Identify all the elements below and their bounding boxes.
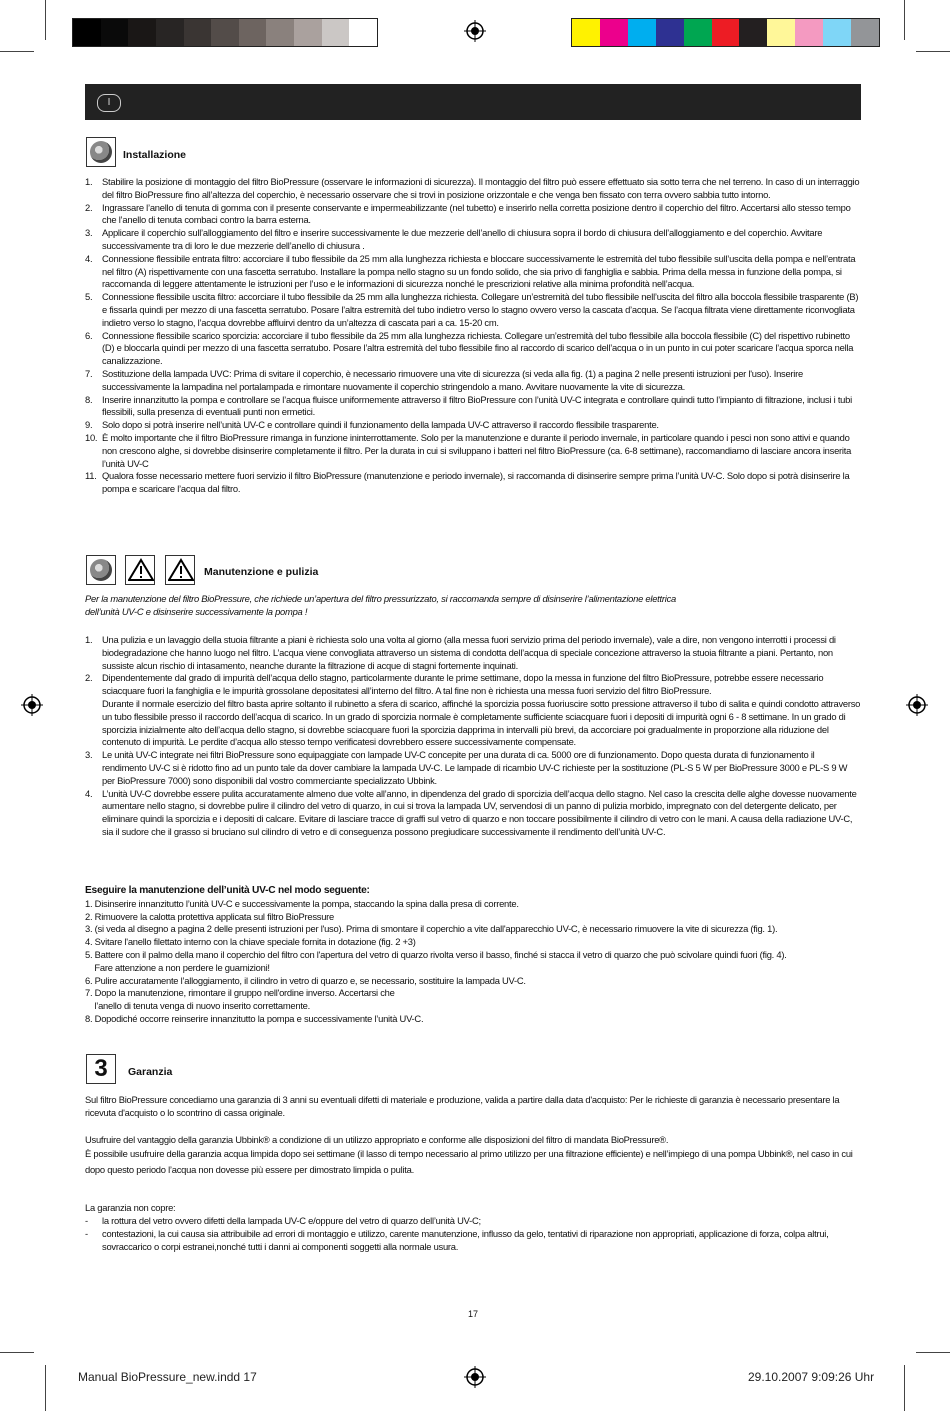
- language-badge: I: [97, 94, 121, 112]
- list-item-text: Connessione flessibile entrata filtro: accorciare il tubo flessibile da 25 mm alla lunghezza richiesta e bloccare successivamente le estremità del tubo flessibile sull’uscita della pompa e nell’entrata nel filtro (A) rispettivamente con una fascetta serratubo. Installare la pompa nello stagno su un fondo solido, che sia privo di fanghiglia e sabbia. Prima della messa in funzione della pompa, si raccomanda di leggere attentamente le istruzioni per l’uso e le informazioni di sicurezza nonché le prescrizioni relative alla minima profondità nell’acqua.: [102, 252, 856, 290]
- list-item-text: L’unità UV-C dovrebbe essere pulita accuratamente almeno due volte all’anno, in dipendenza del grado di sporcizia dell’acqua dello stagno. Nel caso la crescita delle alghe dovesse nuovamente aumentare nello stagno, si dovrebbe pulire il cilindro del vetro di quarzo, in cui si trova la lampada UV, servendosi di un panno di pulizia morbido, impregnato con del detergente delicato, per eliminare quindi la sporcizia e i depositi di calcare. Evitare di lasciare tracce di graffi sul vetro di quarzo e non toccare possibilmente il cilindro di vetro con le mani. A causa della radiazione UV-C, sia il sudore che il grasso si bruciano sul cilindro di vetro e di conseguenza possono pregiudicare successivamente il rendimento dell’unità UV-C.: [102, 787, 857, 837]
- color-swatch: [294, 19, 322, 46]
- list-item-text: Le unità UV-C integrate nei filtri BioPressure sono equipaggiate con lampade UV-C concepite per una durata di ca. 5000 ore di funzionamento. Dopo questa durata di funzionamento il rendimento UV-C si è ridotto fino ad un punto tale da dover cambiare la lampada UV-C. Le lampade di ricambio UV-C richieste per la sostituzione (PL-S 5 W per BioPressure 3000 e PL-S 9 W per BioPressure 7000) sono disponibili dal vostro commerciante specializzato Ubbink.: [102, 749, 848, 786]
- color-swatch: [128, 19, 156, 46]
- trim-mark: [904, 0, 905, 40]
- list-item-number: 8.: [85, 393, 93, 405]
- section-title-installazione: Installazione: [123, 149, 187, 161]
- trim-mark: [904, 1365, 905, 1411]
- trim-mark: [45, 0, 46, 40]
- list-item: [85, 788, 861, 839]
- page-number: 17: [468, 1309, 479, 1319]
- list-item-number: 4.: [85, 252, 93, 264]
- registration-mark-icon: [464, 20, 486, 42]
- color-swatch: [767, 19, 795, 46]
- list-item-number: 3.: [85, 749, 93, 761]
- list-item-text: Applicare il coperchio sull’alloggiamento del filtro e inserire successivamente le due mezzerie dell’anello di chiusura sopra il bordo di chiusura dell’alloggiamento e del coperchio. Avvitare successivamente tra di loro le due mezzerie dell’anello di chiusura .: [102, 227, 823, 251]
- maintenance-list: [85, 634, 861, 839]
- list-item-number: 4.: [85, 787, 93, 799]
- warning-icon: [165, 555, 195, 585]
- color-swatch: [684, 19, 712, 46]
- color-swatch: [349, 19, 377, 46]
- color-swatch: [795, 19, 823, 46]
- color-swatch: [239, 19, 267, 46]
- list-item-text: Durante il normale esercizio del filtro basta aprire soltanto il rubinetto a sfera di scarico, affinché la sporcizia possa fuoriuscire sotto pressione attraverso il tubo di salita e quindi condotto attraverso un tubo flessibile presso il raccordo dell’acqua di scarico. In un grado di sporcizia normale è completamente sufficiente sciacquare fuori i depositi di impurità ogni 6 - 8 settimane. In un grado di sporcizia inizialmente alto dell’acqua dello stagno, si dovrebbe sciacquare fuori la sporcizia dapprima in intervalli più brevi, da accorciare poi gradualmente in proporzione alla riduzione del contenuto di impurità. Le perdite d’acqua allo stesso tempo verificatesi dovrebbero essere successivamente compensate.: [102, 697, 861, 748]
- list-item-number: 3.: [85, 227, 93, 239]
- color-swatch: [712, 19, 740, 46]
- section-number-badge: 3: [86, 1054, 116, 1084]
- list-item: [85, 634, 861, 672]
- list-item: [85, 749, 861, 787]
- maintenance-intro: [85, 593, 861, 619]
- warranty-text: [85, 1094, 861, 1254]
- uvc-maintenance-steps: [85, 885, 861, 1026]
- list-item: [85, 672, 861, 749]
- warranty-paragraph: Usufruire del vantaggio della garanzia Ubbink® a condizione di un utilizzo appropriato e conforme alle disposizioni del filtro di mandata BioPressure®.: [85, 1133, 669, 1145]
- grayscale-calibration-bar: [72, 18, 378, 47]
- list-item-number: -: [85, 1215, 88, 1227]
- list-item: [85, 419, 861, 432]
- list-item: [85, 470, 861, 496]
- list-item-number: 2.: [85, 672, 93, 684]
- uvc-steps-title: Eseguire la manutenzione dell’unità UV-C nel modo seguente:: [85, 885, 370, 896]
- list-item-number: 10.: [85, 431, 98, 443]
- list-item: [85, 202, 861, 228]
- list-item-number: 1.: [85, 176, 93, 187]
- list-item-text: Stabilire la posizione di montaggio del filtro BioPressure (osservare le informazioni di sicurezza). Il montaggio del filtro può essere effettuato sia sotto terra che nel terreno. In caso di un interraggio del filtro BioPressure fino all’altezza del coperchio, è necessario osservare che si trovi in posizione orizzontale e che venga ben fissato con terra ovvero sabbia tutto intorno.: [102, 176, 860, 200]
- installation-list: [85, 176, 861, 496]
- color-swatch: [211, 19, 239, 46]
- trim-mark: [916, 1352, 950, 1353]
- registration-mark-icon: [464, 1366, 486, 1388]
- footer-filename: Manual BioPressure_new.indd 17: [78, 1370, 257, 1384]
- list-item: [85, 291, 861, 329]
- color-swatch: [266, 19, 294, 46]
- uvc-step: 8. Dopodiché occorre reinserire innanzitutto la pompa e successivamente l’unità UV-C.: [85, 1012, 424, 1024]
- warranty-paragraph: Sul filtro BioPressure concediamo una garanzia di 3 anni su eventuali difetti di materiale e produzione, valida a partire dalla data d'acquisto: Per le richieste di garanzia è necessario presentare la ricevuta d'acquisto o lo scontrino di cassa originale.: [85, 1094, 840, 1118]
- list-item-text: Ingrassare l’anello di tenuta di gomma con il presente conservante e impermeabilizzante (nel tubetto) e inserirlo nella corretta posizione dentro il coperchio del filtro. Accertarsi allo stesso tempo che l’anello di tenuta combaci contro la barra esterna.: [102, 201, 851, 226]
- list-item-number: 6.: [85, 329, 93, 341]
- color-swatch: [628, 19, 656, 46]
- list-item-text: Solo dopo si potrà inserire nell’unità UV-C e controllare quindi il funzionamento della lampada UV-C attraverso il raccordo flessibile trasparente.: [102, 419, 659, 431]
- list-item-number: 7.: [85, 367, 93, 379]
- list-item: [85, 330, 861, 368]
- color-swatch: [656, 19, 684, 46]
- list-item: [85, 368, 861, 394]
- color-calibration-bar: [571, 18, 880, 47]
- warranty-exclusions-title: La garanzia non copre:: [85, 1202, 176, 1214]
- warranty-paragraph: È possibile usufruire della garanzia acqua limpida dopo sei settimane (il lasso di tempo necessario al primo utilizzo per una filtrazione efficiente) e nell’impiego di una pompa Ubbink®, nel caso in cui dopo questo periodo l’acqua non dovesse più essere per dimostrato limpida o pulita.: [85, 1148, 853, 1176]
- color-swatch: [739, 19, 767, 46]
- list-item-number: 9.: [85, 419, 93, 431]
- color-swatch: [101, 19, 129, 46]
- trim-mark: [0, 51, 34, 52]
- list-item: [85, 394, 861, 420]
- list-item-text: Qualora fosse necessario mettere fuori servizio il filtro BioPressure (manutenzione e periodo invernale), si raccomanda di disinserire sempre prima l’unità UV-C. Solo dopo si potrà disinserire la pompa e scaricare l’acqua dal filtro.: [102, 470, 850, 495]
- trim-mark: [0, 1352, 34, 1353]
- language-header-bar: [85, 84, 861, 120]
- section-title-manutenzione: Manutenzione e pulizia: [204, 566, 319, 578]
- registration-mark-icon: [906, 694, 928, 716]
- uvc-step: Fare attenzione a non perdere le guarnizioni!: [85, 961, 270, 973]
- list-item: [85, 1228, 861, 1254]
- uvc-step: 7. Dopo la manutenzione, rimontare il gruppo nell'ordine inverso. Accertarsi che: [85, 987, 395, 999]
- color-swatch: [851, 19, 879, 46]
- uvc-step: 5. Battere con il palmo della mano il coperchio del filtro con l'apertura del vetro di quarzo rivolta verso il basso, finché si stacca il vetro di quarzo che può scivolare quindi fuori (fig. 4).: [85, 948, 787, 960]
- trim-mark: [916, 51, 950, 52]
- list-item-text: È molto importante che il filtro BioPressure rimanga in funzione ininterrottamente. Solo per la manutenzione e durante il periodo invernale, in particolare quando i pesci non sono attivi e quando non crescono alghe, si dovrebbe disinserire completamente il filtro. Per la durata in cui si sviluppano i batteri nel filtro BioPressure (ca. 6-8 settimane), raccomandiamo di lasciare ancora inserita l’unità UV-C: [102, 431, 852, 469]
- list-item-number: 2.: [85, 201, 93, 213]
- list-item: [85, 1215, 861, 1228]
- warning-icon: [125, 555, 155, 585]
- list-item: [85, 176, 861, 202]
- section-title-garanzia: Garanzia: [128, 1066, 173, 1078]
- list-item-text: Sostituzione della lampada UVC: Prima di svitare il coperchio, è necessario rimuovere una vite di sicurezza (si veda alla fig. (1) a pagina 2 nelle presenti istruzioni per l'uso). Inserire successivamente la lampadina nel portalampada e rimontare nuovamente il coperchio stringendolo a mano. Avvitare nuovamente la vite di sicurezza.: [102, 367, 803, 392]
- list-item-number: 11.: [85, 470, 97, 482]
- registration-mark-icon: [21, 694, 43, 716]
- uvc-step: 4. Svitare l'anello filettato interno con la chiave speciale fornita in dotazione (fig. 2 +3): [85, 936, 416, 948]
- installation-icon: [86, 137, 116, 167]
- color-swatch: [73, 19, 101, 46]
- list-item: [85, 432, 861, 470]
- uvc-step: l’anello di tenuta venga di nuovo inserito correttamente.: [85, 1000, 311, 1012]
- list-item-text: la rottura del vetro ovvero difetti della lampada UV-C e/oppure del vetro di quarzo dell’unità UV-C;: [102, 1215, 481, 1227]
- color-swatch: [823, 19, 851, 46]
- uvc-step: 3. (si veda al disegno a pagina 2 delle presenti istruzioni per l'uso). Prima di smontare il coperchio a vite dall'apparecchio UV-C, è necessario rimuovere la vite di sicurezza (fig. 1).: [85, 923, 778, 935]
- color-swatch: [184, 19, 212, 46]
- list-item-text: contestazioni, la cui causa sia attribuibile ad errori di montaggio e utilizzo, carente manutenzione, influsso da gelo, tentativi di riparazione non appropriati, applicazione di forza, colpa altrui, sovraccarico o corpi estranei,nonché tutti i danni ai componenti soggetti alla normale usura.: [102, 1227, 829, 1252]
- list-item-text: Inserire innanzitutto la pompa e controllare se l’acqua fluisce uniformemente attraverso il filtro BioPressure con l’unità UV-C integrata e controllare quindi tutto l’impianto di filtrazione, inclusi i tubi flessibili, sulla presenza di eventuali punti non ermetici.: [102, 393, 852, 418]
- list-item-number: 5.: [85, 291, 93, 303]
- list-item: [85, 253, 861, 291]
- intro-line: Per la manutenzione del filtro BioPressure, che richiede un’apertura del filtro pressurizzato, si raccomanda sempre di disinserire l’alimentazione elettrica: [85, 593, 676, 604]
- footer-timestamp: 29.10.2007 9:09:26 Uhr: [748, 1370, 875, 1384]
- uvc-step: 1. Disinserire innanzitutto l’unità UV-C e successivamente la pompa, staccando la spina dalla presa di corrente.: [85, 897, 519, 909]
- uvc-step: 2. Rimuovere la calotta protettiva applicata sul filtro BioPressure: [85, 910, 335, 922]
- list-item-number: -: [85, 1227, 88, 1239]
- list-item-text: Connessione flessibile uscita filtro: accorciare il tubo flessibile da 25 mm alla lunghezza richiesta. Collegare un’estremità del tubo flessibile nell’uscita del filtro alla boccola flessibile trasparente (B) e fissarla quindi per mezzo di una fascetta serratubo. Posare l’altra estremità del tubo indietro verso lo stagno ovvero verso la cascata d’acqua. Se l’acqua filtrata viene direttamente riconvogliata indietro verso lo stagno, l’acqua dovrebbe affluirvi dentro da un’altezza di cascata pari a ca. 15-20 cm.: [102, 291, 859, 328]
- color-swatch: [322, 19, 350, 46]
- color-swatch: [156, 19, 184, 46]
- list-item: [85, 227, 861, 253]
- uvc-step: 6. Pulire accuratamente l’alloggiamento, il cilindro in vetro di quarzo e, se necessario, sostituire la lampada UV-C.: [85, 974, 526, 986]
- list-item-number: 1.: [85, 634, 93, 645]
- list-item-text: Connessione flessibile scarico sporcizia: accorciare il tubo flessibile da 25 mm alla lunghezza richiesta. Collegare un’estremità del tubo flessibile alla boccola flessibile (C) del rispettivo rubinetto (D) e bloccarla quindi per mezzo di una fascetta serratubo. Posare l’altra estremità del tubo flessibile fino al raccordo di scarico dell’acqua o in un punto in cui poter scaricare l’acqua sporca nella canalizzazione.: [102, 329, 854, 367]
- maintenance-icon: [86, 555, 116, 585]
- color-swatch: [572, 19, 600, 46]
- color-swatch: [600, 19, 628, 46]
- trim-mark: [45, 1365, 46, 1411]
- intro-line: dell’unità UV-C e disinserire successivamente la pompa !: [85, 605, 308, 617]
- list-item-text: Dipendentemente dal grado di impurità dell’acqua dello stagno, particolarmente durante le prime settimane, dopo la messa in funzione del filtro BioPressure, potrebbe essere necessario sciacquare fuori la fanghiglia e le impurità grossolane depositatesi all’interno del filtro. A tal fine non è richiesta una messa fuori servizio del filtro BioPressure.: [102, 672, 824, 697]
- list-item-text: Una pulizia e un lavaggio della stuoia filtrante a piani è richiesta solo una volta al giorno (alla messa fuori servizio prima del periodo invernale), vale a dire, non vengono interrotti i processi di biodegradazione che hanno luogo nel filtro. L’acqua viene convogliata attraverso un sistema di condotta dell’acqua di speciale concezione attraverso la stuoia filtrante a piani. Pertanto, non sussiste alcun rischio di intasamento, neanche durante la filtrazione di acque di stagni fortemente inquinati.: [102, 634, 836, 671]
